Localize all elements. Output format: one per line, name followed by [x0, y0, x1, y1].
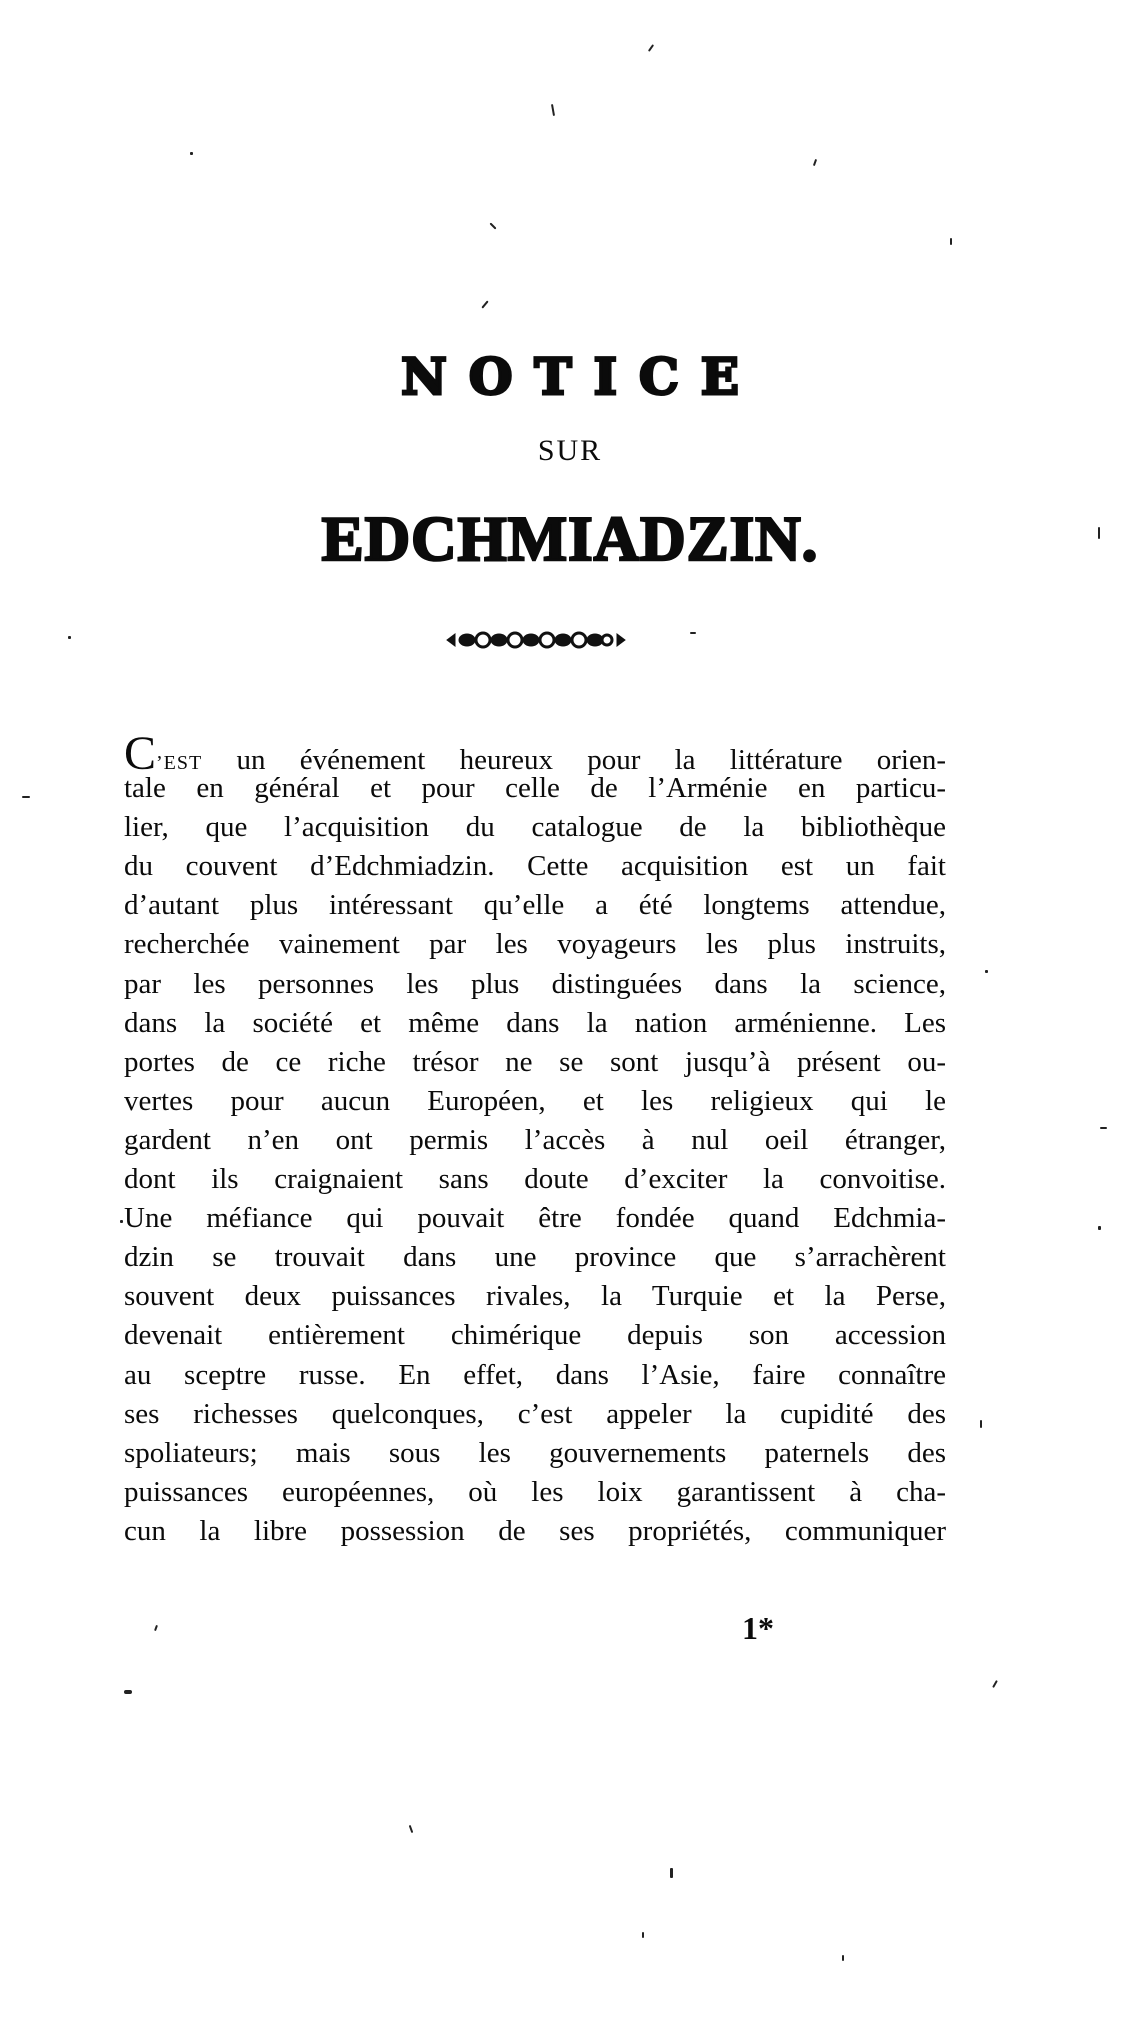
print-speck — [690, 632, 696, 634]
text-line: ses richesses quelconques, c’est appeler la cupidité des — [124, 1397, 946, 1430]
printer-ornament-icon — [443, 628, 629, 652]
body-paragraph — [124, 727, 946, 1551]
text-line: gardent n’en ont permis l’accès à nul oeil étranger, — [124, 1123, 946, 1156]
text-line: dont ils craignaient sans doute d’exciter la convoitise. — [124, 1163, 946, 1196]
text-line: d’autant plus intéressant qu’elle a été longtems attendue, — [124, 889, 946, 922]
print-speck — [481, 300, 488, 308]
drop-cap: C — [124, 727, 157, 780]
text-line: spoliateurs; mais sous les gouvernements paternels des — [124, 1436, 946, 1469]
print-speck — [842, 1955, 844, 1961]
text-line-content: un événement heureux pour la littérature orien- — [202, 744, 946, 776]
print-speck — [648, 44, 654, 52]
signature-mark: 1* — [742, 1610, 774, 1646]
print-speck — [992, 1680, 998, 1688]
text-line: dans la société et même dans la nation arménienne. Les — [124, 1006, 946, 1039]
print-speck — [409, 1825, 414, 1833]
text-line: au sceptre russe. En effet, dans l’Asie, faire connaître — [124, 1358, 946, 1391]
heading-notice: NOTICE — [401, 347, 761, 406]
text-line: tale en général et pour celle de l’Arménie en particu- — [124, 772, 946, 805]
page-title: EDCHMIADZIN. — [321, 504, 819, 574]
print-speck — [68, 636, 71, 639]
print-speck — [124, 1690, 132, 1694]
text-line: souvent deux puissances rivales, la Turquie et la Perse, — [124, 1280, 946, 1313]
text-line: vertes pour aucun Européen, et les religieux qui le — [124, 1084, 946, 1117]
print-speck — [980, 1420, 982, 1428]
text-line: portes de ce riche trésor ne se sont jusqu’à présent ou- — [124, 1045, 946, 1078]
print-speck — [190, 152, 193, 155]
first-word: ’EST — [156, 752, 203, 774]
print-speck — [985, 970, 988, 973]
text-line: lier, que l’acquisition du catalogue de la bibliothèque — [124, 811, 946, 844]
text-line: par les personnes les plus distinguées dans la science, — [124, 967, 946, 1000]
print-speck — [1098, 1226, 1101, 1230]
text-line — [124, 727, 946, 780]
print-speck — [22, 796, 30, 798]
text-line: recherchée vainement par les voyageurs les plus instruits, — [124, 928, 946, 961]
text-line: du couvent d’Edchmiadzin. Cette acquisition est un fait — [124, 850, 946, 883]
text-line: devenait entièrement chimérique depuis son accession — [124, 1319, 946, 1352]
text-line: Une méfiance qui pouvait être fondée quand Edchmia- — [124, 1202, 946, 1235]
print-speck — [489, 222, 496, 229]
print-speck — [120, 1220, 123, 1223]
heading-sur: SUR — [537, 434, 603, 467]
print-speck — [950, 238, 952, 245]
text-line: dzin se trouvait dans une province que s’arrachèrent — [124, 1241, 946, 1274]
print-speck — [642, 1932, 644, 1938]
text-line: puissances européennes, où les loix garantissent à cha- — [124, 1475, 946, 1508]
print-speck — [813, 159, 817, 166]
print-speck — [154, 1625, 158, 1631]
print-speck — [551, 104, 555, 116]
print-speck — [670, 1868, 673, 1878]
print-speck — [1100, 1127, 1107, 1129]
text-line: cun la libre possession de ses propriétés, communiquer — [124, 1514, 946, 1547]
